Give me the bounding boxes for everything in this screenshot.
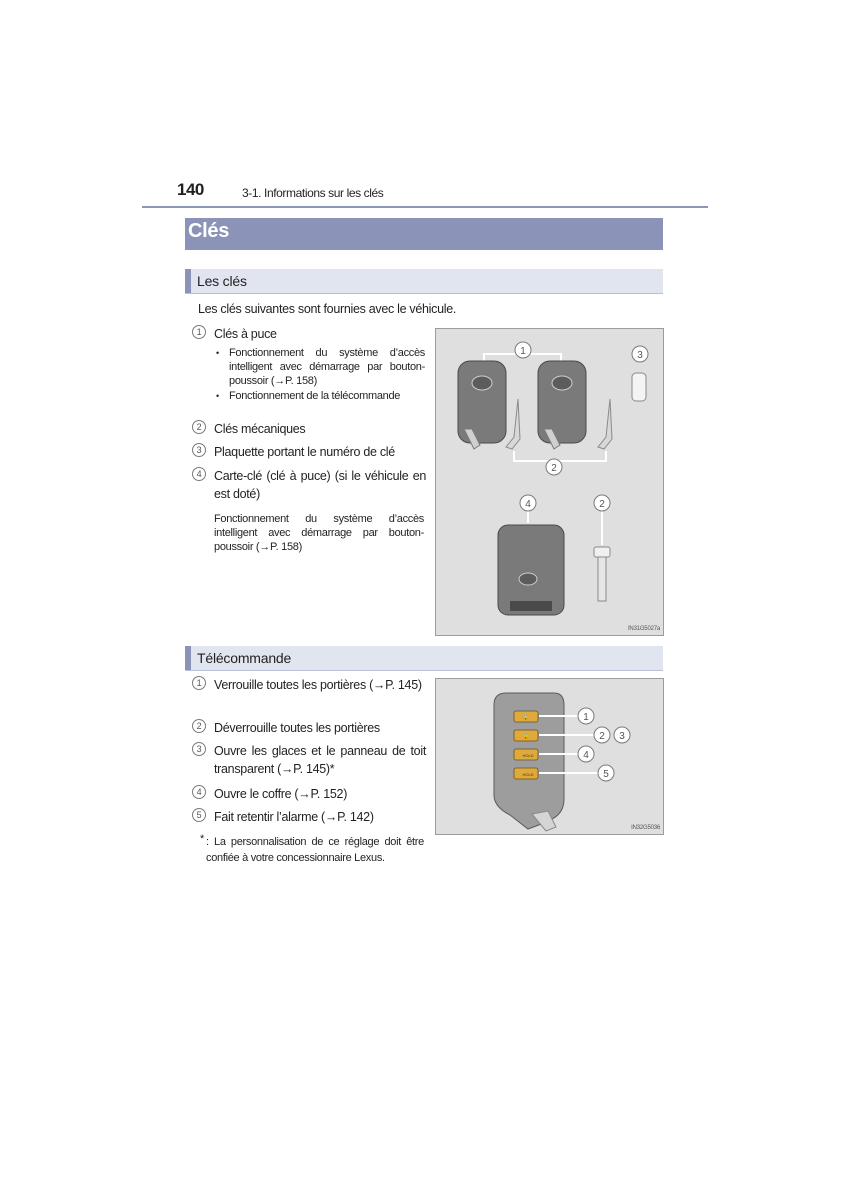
item-label: Clés mécaniques (214, 422, 306, 436)
item-label: Carte-clé (clé à puce) (si le véhicule en est doté) (214, 469, 426, 501)
item-label: Ouvre les glaces et le panneau de toit transparent (→P. 145)* (214, 744, 426, 776)
callout-number: 5 (192, 808, 206, 822)
header-rule (142, 206, 708, 208)
callout-label: 1 (583, 712, 589, 723)
card-note: Fonctionnement du système d’accès intelligent avec démarrage par bouton-poussoir (→P. 158) (214, 513, 424, 553)
keys-heading: Les clés (197, 273, 247, 289)
figure-code: IN31G5027a (627, 626, 660, 632)
callout-number: 3 (192, 443, 206, 457)
remote-illustration (436, 679, 663, 834)
remote-heading-bar (185, 646, 663, 671)
mechanical-key (594, 509, 610, 601)
item-label: Clés à puce (214, 327, 277, 341)
item-label: Verrouille toutes les portières (→P. 145) (214, 678, 422, 692)
callout-label: 4 (583, 750, 589, 761)
callout-label: 5 (603, 769, 609, 780)
callout-label: 2 (599, 499, 605, 510)
item-label: Ouvre le coffre (→P. 152) (214, 787, 348, 801)
hold-label: HOLD (522, 772, 534, 777)
callout-number: 4 (192, 467, 206, 481)
svg-text:🔓: 🔓 (522, 734, 530, 740)
remote-heading: Télécommande (197, 650, 292, 666)
callout-label: 3 (637, 350, 643, 361)
item-label: Fait retentir l’alarme (→P. 142) (214, 810, 374, 824)
callout-label: 4 (525, 499, 531, 510)
callout-number: 2 (192, 719, 206, 733)
callout-number: 2 (192, 420, 206, 434)
footnote-mark: * (200, 833, 204, 845)
svg-text:🔒: 🔒 (522, 715, 530, 721)
callout-number: 1 (192, 325, 206, 339)
callout-label: 1 (520, 346, 526, 357)
bullet-text: Fonctionnement du système d’accès intelligent avec démarrage par bouton-poussoir (→P. 158) (229, 347, 425, 387)
keys-heading-bar (185, 269, 663, 294)
callout-label: 3 (619, 731, 625, 742)
keys-figure (435, 328, 664, 636)
bullet-text: Fonctionnement de la télécommande (229, 390, 401, 402)
keys-intro: Les clés suivantes sont fournies avec le véhicule. (198, 302, 457, 316)
remote-figure (435, 678, 664, 835)
item-label: Plaquette portant le numéro de clé (214, 445, 395, 459)
callout-number: 3 (192, 742, 206, 756)
page-title: Clés (188, 220, 230, 242)
callout-label: 2 (599, 731, 605, 742)
figure-code: IN32G5036 (631, 825, 660, 831)
page-number: 140 (177, 180, 204, 199)
footnote: : La personnalisation de ce réglage doit être confiée à votre concessionnaire Lexus. (206, 836, 424, 864)
keys-illustration (436, 329, 663, 635)
card-key (498, 507, 564, 615)
key-number-plate (632, 373, 646, 401)
title-bar (185, 218, 663, 250)
smart-key-2 (538, 361, 612, 449)
callout-number: 1 (192, 676, 206, 690)
smart-key-1 (458, 361, 520, 449)
item-label: Déverrouille toutes les portières (214, 721, 380, 735)
callout-number: 4 (192, 785, 206, 799)
hold-label: HOLD (522, 753, 534, 758)
section-title: 3-1. Informations sur les clés (242, 186, 384, 200)
callout-label: 2 (551, 463, 557, 474)
